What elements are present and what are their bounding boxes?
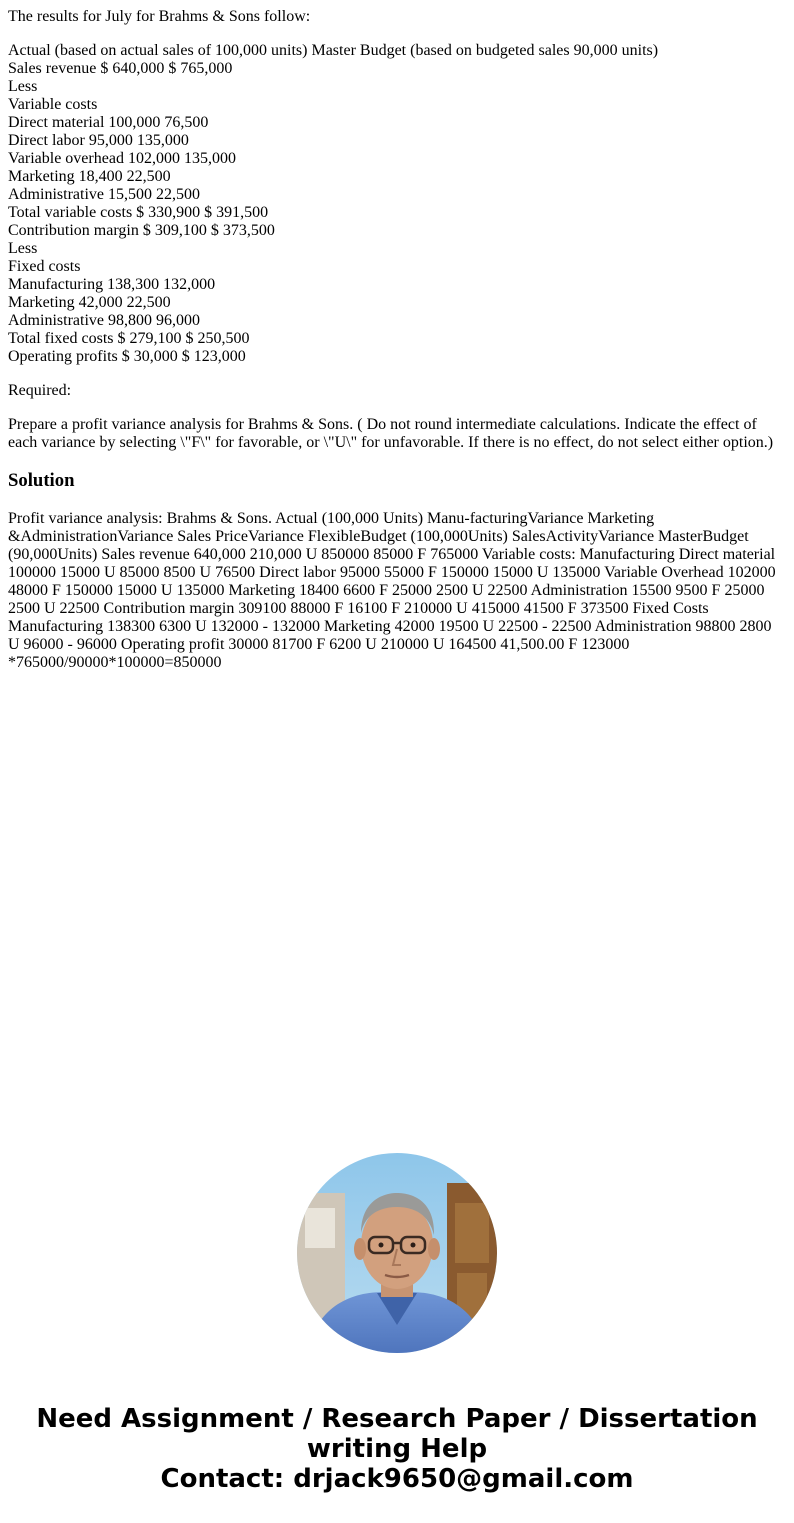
solution-heading: Solution bbox=[8, 470, 75, 491]
table-line: Direct material 100,000 76,500 bbox=[8, 114, 209, 131]
question-instructions: Prepare a profit variance analysis for Brahms & Sons. ( Do not round intermediate calculations. Indicate the effect of each variance by selecting \"F\" for favorable, or \"U\" for unfavorable. If there is no effect, do not select either option.) bbox=[8, 416, 774, 451]
table-line: Total variable costs $ 330,900 $ 391,500 bbox=[8, 204, 269, 221]
table-line: Direct labor 95,000 135,000 bbox=[8, 132, 189, 149]
table-line: Marketing 18,400 22,500 bbox=[8, 168, 171, 185]
table-line: Sales revenue $ 640,000 $ 765,000 bbox=[8, 60, 233, 77]
table-line: Administrative 98,800 96,000 bbox=[8, 312, 200, 329]
required-label: Required: bbox=[8, 382, 72, 399]
table-line: Manufacturing 138,300 132,000 bbox=[8, 276, 216, 293]
table-line: Total fixed costs $ 279,100 $ 250,500 bbox=[8, 330, 250, 347]
table-line: Contribution margin $ 309,100 $ 373,500 bbox=[8, 222, 275, 239]
table-line: Operating profits $ 30,000 $ 123,000 bbox=[8, 348, 246, 365]
document-body bbox=[8, 8, 786, 672]
table-line: Fixed costs bbox=[8, 258, 81, 275]
table-line: Actual (based on actual sales of 100,000 units) Master Budget (based on budgeted sales 90,000 units) bbox=[8, 42, 659, 59]
promo-contact: Contact: drjack9650@gmail.com bbox=[160, 1464, 634, 1494]
promo-line-2: writing Help bbox=[306, 1434, 488, 1464]
author-portrait-image bbox=[297, 1153, 497, 1353]
solution-text: Profit variance analysis: Brahms & Sons. Actual (100,000 Units) Manu-facturingVariance Marketing &AdministrationVariance Sales PriceVariance FlexibleBudget (100,000Units) SalesActivityVariance MasterBudget (90,000Units) Sales revenue 640,000 210,000 U 850000 85000 F 765000 Variable costs: Manufacturing Direct material 100000 15000 U 85000 8500 U 76500 Direct labor 95000 55000 F 150000 15000 U 135000 Variable Overhead 102000 48000 F 150000 15000 U 135000 Marketing 18400 6600 F 25000 2500 U 22500 Administration 15500 9500 F 25000 2500 U 22500 Contribution margin 309100 88000 F 16100 F 210000 U 415000 41500 F 373500 Fixed Costs Manufacturing 138300 6300 U 132000 - 132000 Marketing 42000 19500 U 22500 - 22500 Administration 98800 2800 U 96000 - 96000 Operating profit 30000 81700 F 6200 U 210000 U 164500 41,500.00 F 123000 *765000/90000*100000=850000 bbox=[8, 510, 776, 671]
author-avatar bbox=[297, 1153, 497, 1353]
promo-banner bbox=[0, 1404, 794, 1494]
promo-line-1: Need Assignment / Research Paper / Dissertation bbox=[36, 1404, 758, 1434]
table-line: Variable costs bbox=[8, 96, 98, 113]
results-table-text bbox=[8, 42, 786, 366]
table-line: Less bbox=[8, 240, 38, 257]
table-line: Less bbox=[8, 78, 38, 95]
table-line: Variable overhead 102,000 135,000 bbox=[8, 150, 236, 167]
question-intro: The results for July for Brahms & Sons follow: bbox=[8, 8, 311, 25]
table-line: Administrative 15,500 22,500 bbox=[8, 186, 200, 203]
table-line: Marketing 42,000 22,500 bbox=[8, 294, 171, 311]
